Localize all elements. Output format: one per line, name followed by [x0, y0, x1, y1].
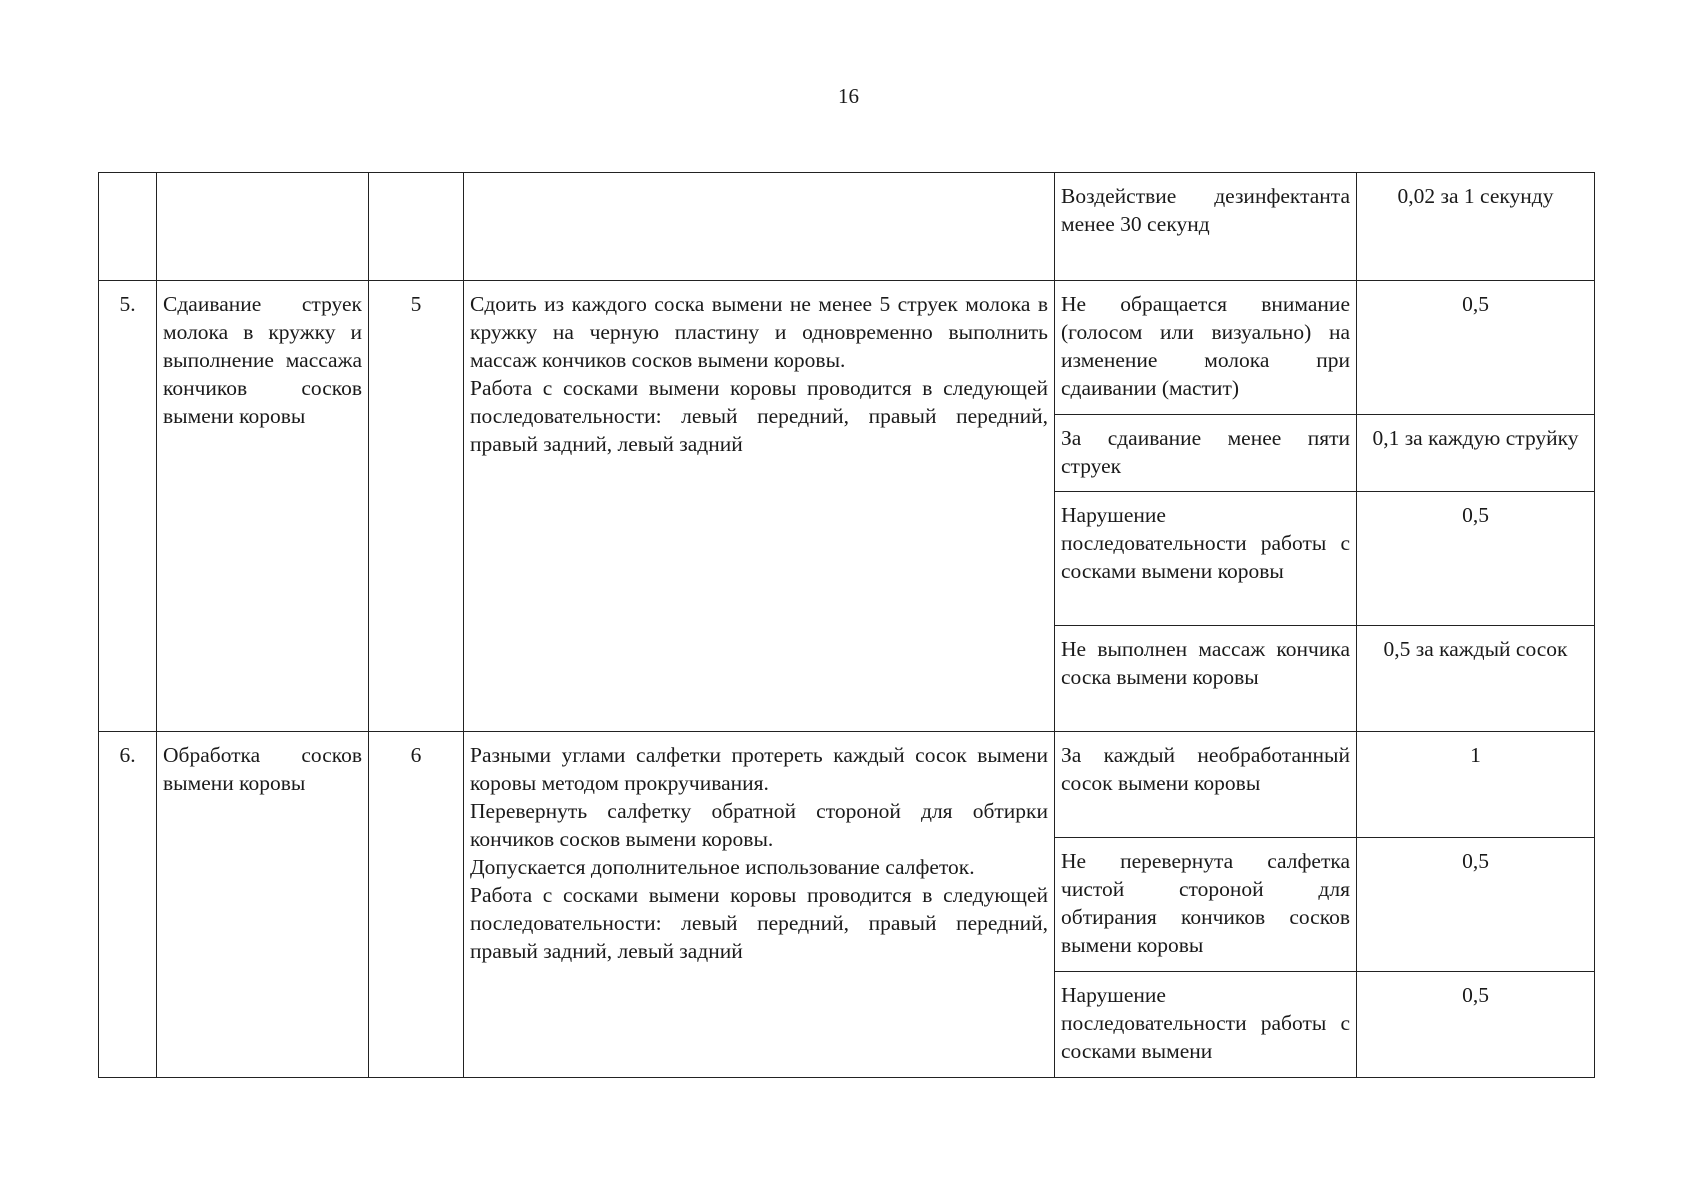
- cell-name-empty: [157, 173, 369, 281]
- penalty-cell: 0,5: [1357, 281, 1595, 415]
- error-cell: Не перевернута салфетка чистой стороной для обтирания кончиков сосков вымени коровы: [1055, 838, 1357, 972]
- penalty-cell: 0,02 за 1 секунду: [1357, 173, 1595, 281]
- error-cell: Воздействие дезинфектанта менее 30 секунд: [1055, 173, 1357, 281]
- description-paragraph: Допускается дополнительное использование салфеток.: [470, 855, 975, 879]
- penalty-cell: 0,1 за каждую струйку: [1357, 415, 1595, 492]
- cell-num-empty: [99, 173, 157, 281]
- table-row-step-6: [99, 732, 1595, 838]
- step-description: [464, 281, 1055, 732]
- assessment-table: [98, 172, 1595, 1078]
- description-paragraph: Перевернуть салфетку обратной стороной для обтирки кончиков сосков вымени коровы.: [470, 799, 1048, 851]
- step-name: Обработка сосков вымени коровы: [157, 732, 369, 1078]
- error-cell: Нарушение последовательности работы с сосками вымени: [1055, 972, 1357, 1078]
- step-description: [464, 732, 1055, 1078]
- penalty-cell: 0,5: [1357, 492, 1595, 626]
- penalty-cell: 0,5: [1357, 972, 1595, 1078]
- cell-points-empty: [369, 173, 464, 281]
- description-paragraph: Сдоить из каждого соска вымени не менее 5 струек молока в кружку на черную пластину и одновременно выполнить массаж кончиков сосков вымени коровы.: [470, 292, 1048, 372]
- error-cell: Не выполнен массаж кончика соска вымени коровы: [1055, 626, 1357, 732]
- cell-desc-empty: [464, 173, 1055, 281]
- step-points: 5: [369, 281, 464, 732]
- step-number: 6.: [99, 732, 157, 1078]
- description-paragraph: Разными углами салфетки протереть каждый сосок вымени коровы методом прокручивания.: [470, 743, 1048, 795]
- table-row-continued: [99, 173, 1595, 281]
- step-name: Сдаивание струек молока в кружку и выполнение массажа кончиков сосков вымени коровы: [157, 281, 369, 732]
- step-number: 5.: [99, 281, 157, 732]
- step-points: 6: [369, 732, 464, 1078]
- penalty-cell: 0,5 за каждый сосок: [1357, 626, 1595, 732]
- penalty-cell: 1: [1357, 732, 1595, 838]
- error-cell: Нарушение последовательности работы с сосками вымени коровы: [1055, 492, 1357, 626]
- description-paragraph: Работа с сосками вымени коровы проводится в следующей последовательности: левый передний, правый передний, правый задний, левый задний: [470, 883, 1048, 963]
- table-row-step-5: [99, 281, 1595, 415]
- error-cell: За сдаивание менее пяти струек: [1055, 415, 1357, 492]
- error-cell: За каждый необработанный сосок вымени коровы: [1055, 732, 1357, 838]
- page-number: 16: [838, 84, 859, 108]
- penalty-cell: 0,5: [1357, 838, 1595, 972]
- error-cell: Не обращается внимание (голосом или визуально) на изменение молока при сдаивании (мастит): [1055, 281, 1357, 415]
- description-paragraph: Работа с сосками вымени коровы проводится в следующей последовательности: левый передний, правый передний, правый задний, левый задний: [470, 376, 1048, 456]
